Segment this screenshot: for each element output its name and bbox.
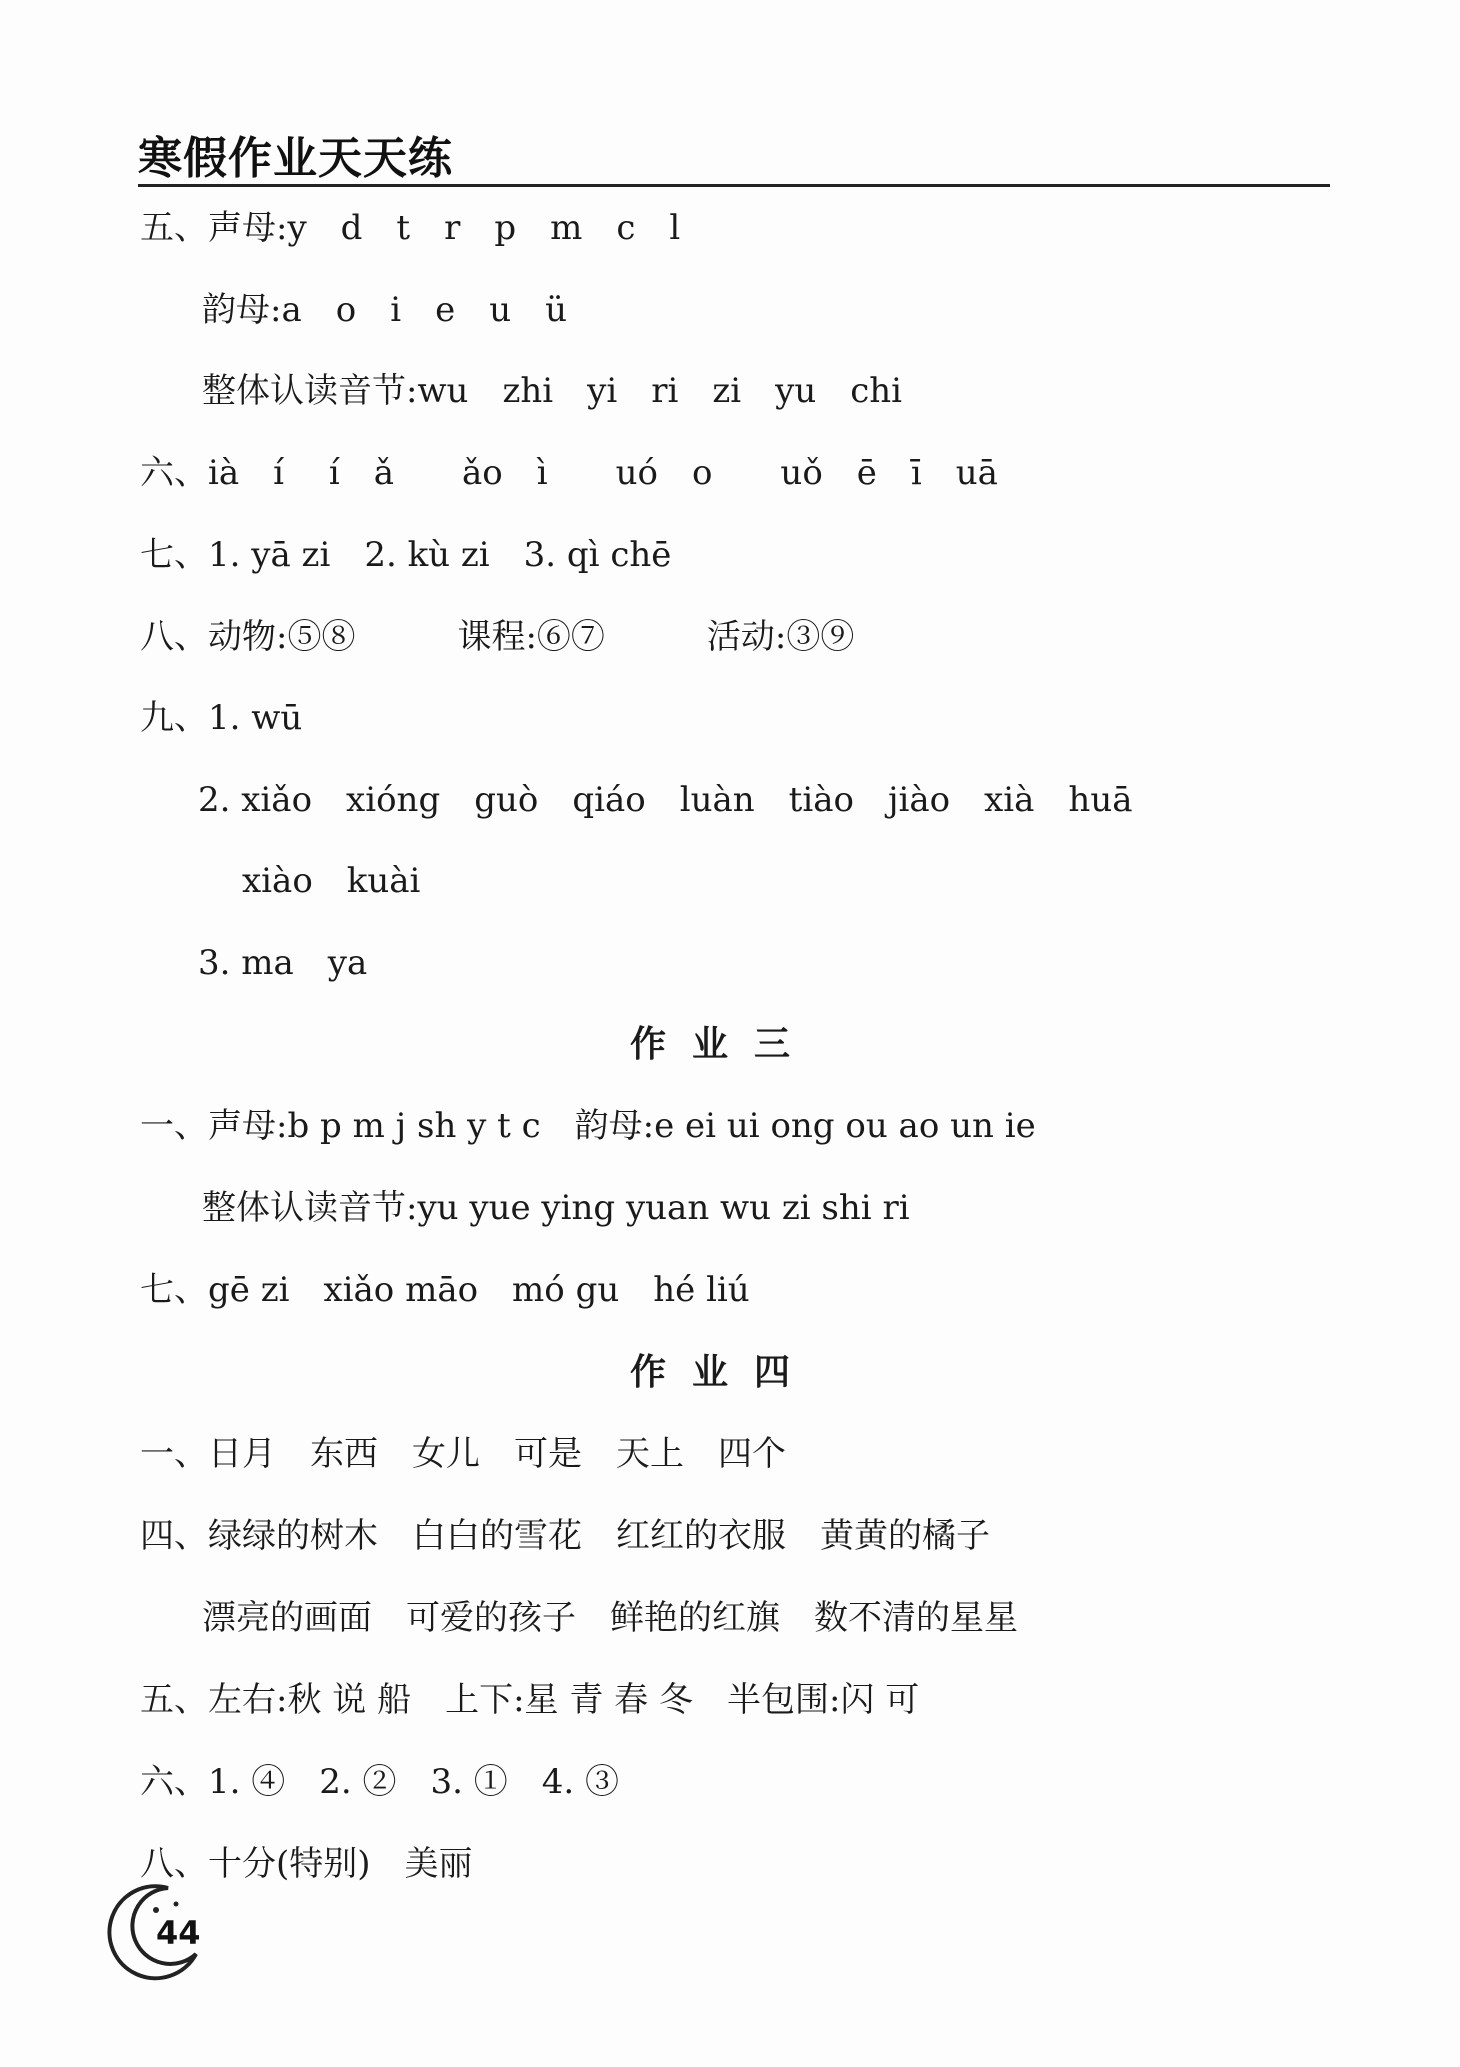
book-title: 寒假作业天天练 xyxy=(138,133,453,184)
page-number: 44 xyxy=(156,1914,201,1952)
answer-line: 整体认读音节:yu yue ying yuan wu zi shi ri xyxy=(202,1188,910,1228)
answer-line: 2. xiǎo xióng guò qiáo luàn tiào jiào xià huā xyxy=(198,780,1133,820)
section-title-four: 作业四 xyxy=(630,1351,817,1393)
answer-line: 八、十分(特别) 美丽 xyxy=(140,1844,473,1884)
answer-line: 五、声母:y d t r p m c l xyxy=(140,208,681,248)
answer-line: 五、左右:秋 说 船 上下:星 青 春 冬 半包围:闪 可 xyxy=(140,1680,920,1720)
answer-line: 六、1. ④ 2. ② 3. ① 4. ③ xyxy=(140,1762,619,1802)
answer-line: 一、日月 东西 女儿 可是 天上 四个 xyxy=(140,1434,786,1474)
answer-line: 韵母:a o i e u ü xyxy=(202,290,567,330)
answer-line: 六、ià í í ǎ ǎo ì uó o uǒ ē ī uā xyxy=(140,453,998,493)
answer-line: 3. ma ya xyxy=(198,943,368,983)
header-divider xyxy=(138,184,1330,187)
answer-line: 四、绿绿的树木 白白的雪花 红红的衣服 黄黄的橘子 xyxy=(140,1516,990,1556)
answer-line: 整体认读音节:wu zhi yi ri zi yu chi xyxy=(202,371,903,411)
answer-line: 漂亮的画面 可爱的孩子 鲜艳的红旗 数不清的星星 xyxy=(202,1598,1018,1638)
answer-line: 八、动物:⑤⑧ 课程:⑥⑦ 活动:③⑨ xyxy=(140,617,855,657)
answer-line: 九、1. wū xyxy=(140,698,303,738)
answer-line: 七、1. yā zi 2. kù zi 3. qì chē xyxy=(140,535,672,575)
answer-line: 七、gē zi xiǎo māo mó gu hé liú xyxy=(140,1270,750,1310)
answer-line: 一、声母:b p m j sh y t c 韵母:e ei ui ong ou ao un ie xyxy=(140,1106,1036,1146)
answer-line: xiào kuài xyxy=(242,861,421,901)
section-title-three: 作业三 xyxy=(630,1023,817,1065)
